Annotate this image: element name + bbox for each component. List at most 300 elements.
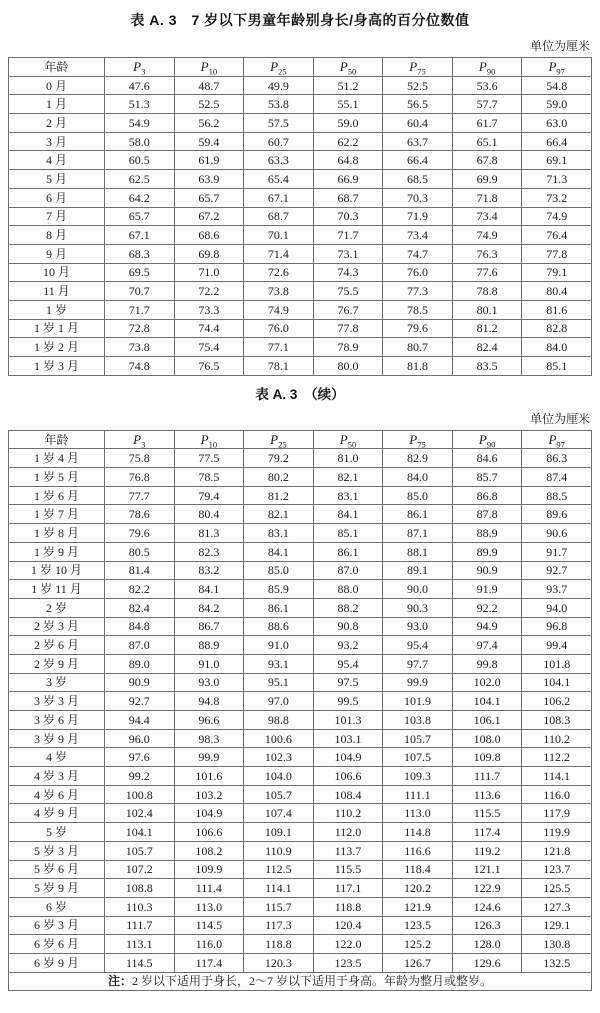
unit-label-table-1: 单位为厘米	[529, 39, 590, 53]
age-cell: 5 岁	[9, 823, 105, 842]
value-cell: 76.0	[383, 263, 453, 282]
value-cell: 114.5	[105, 953, 175, 972]
value-cell: 90.9	[105, 673, 175, 692]
value-cell: 99.8	[452, 654, 522, 673]
header-row	[9, 430, 592, 449]
value-cell: 48.7	[174, 76, 244, 95]
percentile-table-part-1	[8, 57, 592, 376]
value-cell: 71.7	[105, 300, 175, 319]
age-cell: 6 岁	[9, 897, 105, 916]
value-cell: 110.3	[105, 897, 175, 916]
value-cell: 72.2	[174, 282, 244, 301]
value-cell: 130.8	[522, 935, 592, 954]
value-cell: 100.6	[244, 729, 314, 748]
value-cell: 108.8	[105, 879, 175, 898]
value-cell: 110.9	[244, 841, 314, 860]
value-cell: 95.1	[244, 673, 314, 692]
value-cell: 67.2	[174, 207, 244, 226]
table-row	[9, 76, 592, 95]
value-cell: 74.8	[105, 357, 175, 376]
table-row	[9, 282, 592, 301]
value-cell: 125.5	[522, 879, 592, 898]
value-cell: 79.4	[174, 486, 244, 505]
percentile-column-header: $P_{10}$	[174, 58, 244, 77]
value-cell: 54.9	[105, 114, 175, 133]
value-cell: 84.1	[244, 542, 314, 561]
value-cell: 54.8	[522, 76, 592, 95]
percentile-symbol: P	[548, 59, 557, 75]
percentile-column-header: $P_{97}$	[522, 430, 592, 449]
value-cell: 111.7	[452, 767, 522, 786]
value-cell: 69.8	[174, 244, 244, 263]
table-row	[9, 542, 592, 561]
value-cell: 82.8	[522, 319, 592, 338]
table-row	[9, 636, 592, 655]
value-cell: 63.3	[244, 151, 314, 170]
age-column-header: 年龄	[9, 430, 105, 449]
table-row	[9, 953, 592, 972]
header-row	[9, 58, 592, 77]
value-cell: 89.6	[522, 505, 592, 524]
value-cell: 76.8	[105, 468, 175, 487]
value-cell: 123.5	[383, 916, 453, 935]
age-cell: 1 岁 3 月	[9, 357, 105, 376]
value-cell: 87.8	[452, 505, 522, 524]
age-cell: 3 岁	[9, 673, 105, 692]
value-cell: 68.7	[244, 207, 314, 226]
value-cell: 87.4	[522, 468, 592, 487]
value-cell: 70.1	[244, 226, 314, 245]
value-cell: 94.0	[522, 598, 592, 617]
value-cell: 84.1	[313, 505, 383, 524]
value-cell: 47.6	[105, 76, 175, 95]
value-cell: 76.5	[174, 357, 244, 376]
value-cell: 132.5	[522, 953, 592, 972]
value-cell: 79.6	[383, 319, 453, 338]
value-cell: 101.6	[174, 767, 244, 786]
value-cell: 89.1	[383, 561, 453, 580]
age-cell: 2 月	[9, 114, 105, 133]
value-cell: 124.6	[452, 897, 522, 916]
value-cell: 99.2	[105, 767, 175, 786]
value-cell: 82.1	[313, 468, 383, 487]
value-cell: 115.7	[244, 897, 314, 916]
value-cell: 78.5	[174, 468, 244, 487]
value-cell: 87.1	[383, 524, 453, 543]
table-row	[9, 785, 592, 804]
value-cell: 60.7	[244, 132, 314, 151]
value-cell: 108.0	[452, 729, 522, 748]
value-cell: 93.0	[174, 673, 244, 692]
value-cell: 69.1	[522, 151, 592, 170]
percentile-symbol: P	[133, 432, 142, 448]
value-cell: 68.5	[383, 170, 453, 189]
value-cell: 104.0	[244, 767, 314, 786]
value-cell: 63.9	[174, 170, 244, 189]
table-row	[9, 823, 592, 842]
value-cell: 78.5	[383, 300, 453, 319]
percentile-column-header: $P_3$	[105, 58, 175, 77]
value-cell: 109.9	[174, 860, 244, 879]
value-cell: 90.8	[313, 617, 383, 636]
value-cell: 85.0	[244, 561, 314, 580]
value-cell: 98.3	[174, 729, 244, 748]
value-cell: 80.4	[522, 282, 592, 301]
value-cell: 81.8	[383, 357, 453, 376]
value-cell: 80.0	[313, 357, 383, 376]
value-cell: 109.1	[244, 823, 314, 842]
value-cell: 104.9	[313, 748, 383, 767]
value-cell: 80.4	[174, 505, 244, 524]
percentile-symbol: P	[339, 59, 348, 75]
value-cell: 80.5	[105, 542, 175, 561]
age-cell: 2 岁 6 月	[9, 636, 105, 655]
value-cell: 88.6	[244, 617, 314, 636]
value-cell: 102.4	[105, 804, 175, 823]
age-cell: 4 岁 3 月	[9, 767, 105, 786]
age-cell: 5 月	[9, 170, 105, 189]
age-cell: 6 月	[9, 188, 105, 207]
value-cell: 88.2	[313, 598, 383, 617]
percentile-symbol: P	[409, 432, 418, 448]
percentile-symbol: P	[339, 432, 348, 448]
value-cell: 108.4	[313, 785, 383, 804]
value-cell: 73.4	[383, 226, 453, 245]
value-cell: 86.1	[244, 598, 314, 617]
percentile-column-header: $P_{90}$	[452, 58, 522, 77]
value-cell: 114.5	[174, 916, 244, 935]
table-row	[9, 916, 592, 935]
value-cell: 66.4	[383, 151, 453, 170]
value-cell: 84.1	[174, 580, 244, 599]
value-cell: 112.5	[244, 860, 314, 879]
value-cell: 68.3	[105, 244, 175, 263]
value-cell: 101.8	[522, 654, 592, 673]
percentile-symbol: P	[133, 59, 142, 75]
value-cell: 86.3	[522, 449, 592, 468]
value-cell: 71.9	[383, 207, 453, 226]
table-row	[9, 226, 592, 245]
value-cell: 84.8	[105, 617, 175, 636]
value-cell: 101.9	[383, 692, 453, 711]
value-cell: 65.4	[244, 170, 314, 189]
value-cell: 106.2	[522, 692, 592, 711]
table-row	[9, 524, 592, 543]
value-cell: 52.5	[174, 95, 244, 114]
value-cell: 114.8	[383, 823, 453, 842]
value-cell: 81.3	[174, 524, 244, 543]
value-cell: 71.0	[174, 263, 244, 282]
table-row	[9, 617, 592, 636]
age-cell: 1 岁 1 月	[9, 319, 105, 338]
value-cell: 83.5	[452, 357, 522, 376]
table-row	[9, 767, 592, 786]
value-cell: 74.9	[452, 226, 522, 245]
value-cell: 93.7	[522, 580, 592, 599]
age-cell: 2 岁 9 月	[9, 654, 105, 673]
value-cell: 73.3	[174, 300, 244, 319]
age-cell: 4 岁 6 月	[9, 785, 105, 804]
value-cell: 86.7	[174, 617, 244, 636]
age-cell: 1 岁 11 月	[9, 580, 105, 599]
value-cell: 90.6	[522, 524, 592, 543]
value-cell: 74.9	[244, 300, 314, 319]
value-cell: 110.2	[522, 729, 592, 748]
age-cell: 5 岁 9 月	[9, 879, 105, 898]
value-cell: 108.2	[174, 841, 244, 860]
value-cell: 75.4	[174, 338, 244, 357]
table-row	[9, 319, 592, 338]
value-cell: 80.2	[244, 468, 314, 487]
value-cell: 73.1	[313, 244, 383, 263]
value-cell: 67.8	[452, 151, 522, 170]
value-cell: 126.7	[383, 953, 453, 972]
value-cell: 87.0	[313, 561, 383, 580]
age-cell: 10 月	[9, 263, 105, 282]
age-cell: 1 岁 9 月	[9, 542, 105, 561]
percentile-column-header: $P_{75}$	[383, 430, 453, 449]
value-cell: 113.7	[313, 841, 383, 860]
age-cell: 5 岁 3 月	[9, 841, 105, 860]
value-cell: 88.5	[522, 486, 592, 505]
percentile-column-header: $P_{50}$	[313, 58, 383, 77]
percentile-symbol: P	[409, 59, 418, 75]
value-cell: 83.1	[244, 524, 314, 543]
age-cell: 1 岁 8 月	[9, 524, 105, 543]
value-cell: 101.3	[313, 711, 383, 730]
age-cell: 6 岁 6 月	[9, 935, 105, 954]
value-cell: 72.6	[244, 263, 314, 282]
value-cell: 89.9	[452, 542, 522, 561]
value-cell: 102.3	[244, 748, 314, 767]
age-cell: 1 月	[9, 95, 105, 114]
table-row	[9, 449, 592, 468]
value-cell: 106.6	[313, 767, 383, 786]
note-row	[9, 972, 592, 991]
value-cell: 113.0	[174, 897, 244, 916]
value-cell: 71.4	[244, 244, 314, 263]
value-cell: 121.1	[452, 860, 522, 879]
value-cell: 104.1	[452, 692, 522, 711]
value-cell: 115.5	[313, 860, 383, 879]
value-cell: 57.5	[244, 114, 314, 133]
table-row	[9, 300, 592, 319]
value-cell: 84.0	[383, 468, 453, 487]
value-cell: 81.4	[105, 561, 175, 580]
value-cell: 78.8	[452, 282, 522, 301]
value-cell: 128.0	[452, 935, 522, 954]
table-row	[9, 860, 592, 879]
value-cell: 74.4	[174, 319, 244, 338]
value-cell: 103.1	[313, 729, 383, 748]
value-cell: 90.3	[383, 598, 453, 617]
value-cell: 85.7	[452, 468, 522, 487]
value-cell: 121.8	[522, 841, 592, 860]
value-cell: 82.9	[383, 449, 453, 468]
value-cell: 59.0	[313, 114, 383, 133]
value-cell: 83.2	[174, 561, 244, 580]
value-cell: 91.9	[452, 580, 522, 599]
value-cell: 115.5	[452, 804, 522, 823]
value-cell: 78.9	[313, 338, 383, 357]
value-cell: 103.8	[383, 711, 453, 730]
value-cell: 107.2	[105, 860, 175, 879]
value-cell: 104.1	[522, 673, 592, 692]
table-a3-main-title: 表 A. 3 7 岁以下男童年龄别身长/身高的百分位数值	[130, 12, 470, 28]
value-cell: 70.7	[105, 282, 175, 301]
value-cell: 110.2	[313, 804, 383, 823]
value-cell: 120.2	[383, 879, 453, 898]
value-cell: 90.9	[452, 561, 522, 580]
value-cell: 84.0	[522, 338, 592, 357]
percentile-column-header: $P_{50}$	[313, 430, 383, 449]
value-cell: 70.3	[313, 207, 383, 226]
value-cell: 56.2	[174, 114, 244, 133]
value-cell: 53.8	[244, 95, 314, 114]
value-cell: 102.0	[452, 673, 522, 692]
value-cell: 116.0	[522, 785, 592, 804]
value-cell: 109.3	[383, 767, 453, 786]
age-cell: 1 岁 6 月	[9, 486, 105, 505]
value-cell: 85.9	[244, 580, 314, 599]
value-cell: 65.7	[105, 207, 175, 226]
value-cell: 64.2	[105, 188, 175, 207]
table-note: 注：2 岁以下适用于身长，2～7 岁以下适用于身高。年龄为整月或整岁。	[9, 972, 592, 991]
age-cell: 5 岁 6 月	[9, 860, 105, 879]
value-cell: 113.6	[452, 785, 522, 804]
value-cell: 114.1	[522, 767, 592, 786]
value-cell: 104.1	[105, 823, 175, 842]
table-row	[9, 263, 592, 282]
age-cell: 4 岁	[9, 748, 105, 767]
age-cell: 11 月	[9, 282, 105, 301]
value-cell: 53.6	[452, 76, 522, 95]
value-cell: 93.0	[383, 617, 453, 636]
value-cell: 77.1	[244, 338, 314, 357]
value-cell: 113.1	[105, 935, 175, 954]
value-cell: 51.2	[313, 76, 383, 95]
table-row	[9, 188, 592, 207]
value-cell: 84.2	[174, 598, 244, 617]
value-cell: 116.6	[383, 841, 453, 860]
value-cell: 55.1	[313, 95, 383, 114]
value-cell: 107.5	[383, 748, 453, 767]
percentile-symbol: P	[200, 432, 209, 448]
table-a3-continued-title: 表 A. 3 （续）	[255, 386, 345, 402]
value-cell: 99.4	[522, 636, 592, 655]
age-cell: 1 岁 5 月	[9, 468, 105, 487]
value-cell: 129.1	[522, 916, 592, 935]
value-cell: 65.7	[174, 188, 244, 207]
value-cell: 96.0	[105, 729, 175, 748]
value-cell: 76.3	[452, 244, 522, 263]
age-cell: 3 岁 3 月	[9, 692, 105, 711]
value-cell: 73.2	[522, 188, 592, 207]
value-cell: 120.3	[244, 953, 314, 972]
value-cell: 62.5	[105, 170, 175, 189]
value-cell: 117.4	[452, 823, 522, 842]
value-cell: 80.7	[383, 338, 453, 357]
value-cell: 117.3	[244, 916, 314, 935]
table-row	[9, 170, 592, 189]
value-cell: 77.8	[522, 244, 592, 263]
value-cell: 106.6	[174, 823, 244, 842]
value-cell: 86.1	[313, 542, 383, 561]
value-cell: 75.5	[313, 282, 383, 301]
value-cell: 59.4	[174, 132, 244, 151]
table-row	[9, 935, 592, 954]
table-row	[9, 132, 592, 151]
value-cell: 129.6	[452, 953, 522, 972]
value-cell: 96.6	[174, 711, 244, 730]
value-cell: 75.8	[105, 449, 175, 468]
value-cell: 76.0	[244, 319, 314, 338]
age-cell: 3 岁 6 月	[9, 711, 105, 730]
value-cell: 87.0	[105, 636, 175, 655]
value-cell: 88.1	[383, 542, 453, 561]
value-cell: 99.5	[313, 692, 383, 711]
value-cell: 68.7	[313, 188, 383, 207]
percentile-symbol: P	[478, 59, 487, 75]
value-cell: 67.1	[105, 226, 175, 245]
value-cell: 97.5	[313, 673, 383, 692]
value-cell: 123.7	[522, 860, 592, 879]
age-cell: 1 岁 10 月	[9, 561, 105, 580]
value-cell: 77.6	[452, 263, 522, 282]
age-cell: 3 月	[9, 132, 105, 151]
value-cell: 71.3	[522, 170, 592, 189]
value-cell: 61.9	[174, 151, 244, 170]
value-cell: 105.7	[244, 785, 314, 804]
age-column-header: 年龄	[9, 58, 105, 77]
value-cell: 121.9	[383, 897, 453, 916]
value-cell: 79.1	[522, 263, 592, 282]
value-cell: 74.7	[383, 244, 453, 263]
table-row	[9, 729, 592, 748]
value-cell: 111.1	[383, 785, 453, 804]
value-cell: 76.4	[522, 226, 592, 245]
value-cell: 92.7	[105, 692, 175, 711]
age-cell: 1 岁 2 月	[9, 338, 105, 357]
value-cell: 91.7	[522, 542, 592, 561]
value-cell: 125.2	[383, 935, 453, 954]
value-cell: 82.4	[105, 598, 175, 617]
value-cell: 103.2	[174, 785, 244, 804]
value-cell: 112.0	[313, 823, 383, 842]
value-cell: 81.0	[313, 449, 383, 468]
value-cell: 73.8	[105, 338, 175, 357]
table-row	[9, 692, 592, 711]
value-cell: 95.4	[383, 636, 453, 655]
value-cell: 92.7	[522, 561, 592, 580]
value-cell: 78.6	[105, 505, 175, 524]
value-cell: 79.6	[105, 524, 175, 543]
value-cell: 78.1	[244, 357, 314, 376]
value-cell: 118.8	[244, 935, 314, 954]
value-cell: 104.9	[174, 804, 244, 823]
value-cell: 73.8	[244, 282, 314, 301]
value-cell: 62.2	[313, 132, 383, 151]
age-cell: 3 岁 9 月	[9, 729, 105, 748]
value-cell: 73.4	[452, 207, 522, 226]
table-row	[9, 804, 592, 823]
value-cell: 89.0	[105, 654, 175, 673]
value-cell: 108.3	[522, 711, 592, 730]
value-cell: 74.3	[313, 263, 383, 282]
percentile-symbol: P	[548, 432, 557, 448]
table-row	[9, 654, 592, 673]
value-cell: 81.2	[452, 319, 522, 338]
